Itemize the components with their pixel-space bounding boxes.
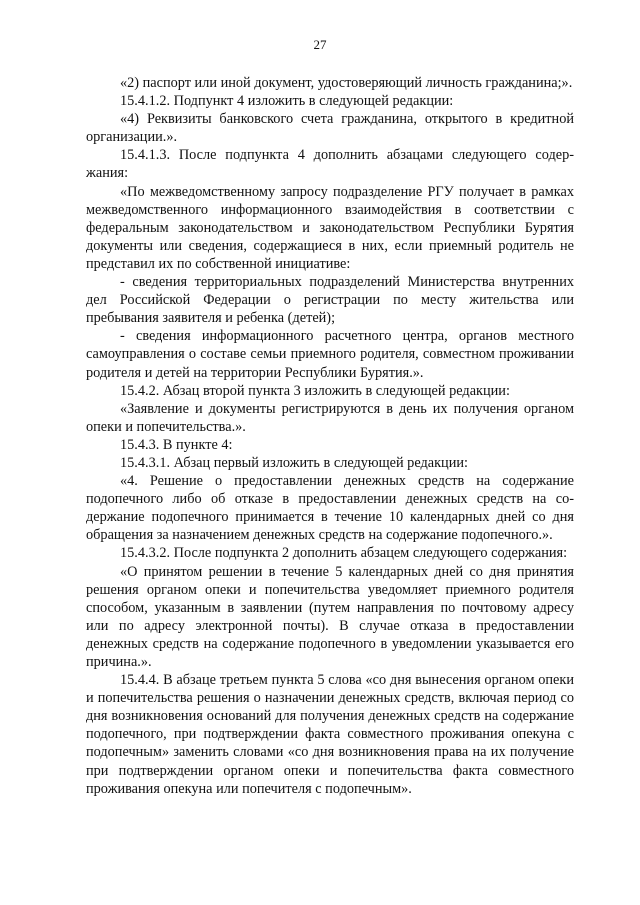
paragraph: «4. Решение о предоставлении денежных средств на содержание подопечного либо об отказе в предоставлении денежных средств на содержание подопечного принимается в течение 10 календарных дней со дня обращения за назначением денежных средств на содержание подопечного.». [86,473,574,544]
paragraph: 15.4.3.2. После подпункта 2 дополнить абзацем следующего содержания: [120,545,568,562]
page-number: 27 [313,37,327,52]
paragraph: «О принятом решении в течение 5 календарных дней со дня принятия решения органом опеки и попечительства уведомляет приемного родителя способом, указанным в заявлении (путем направления по почтовому адресу или по адресу электронной почты). В случае отказа в предоставлении денежных средств на содержание подопечного в уведомлении указывается его причина.». [86,563,574,670]
paragraph: «4) Реквизиты банковского счета гражданина, открытого в кредитной организации.». [86,111,574,146]
paragraph: «По межведомственному запросу подразделение РГУ получает в рамках межведомственного информационного взаимодействия в соответствии с федеральным законодательством и законодательством Республики Бурятия документы или сведения, содержащиеся в них, если приемный родитель не представил их по собственной инициативе: [86,183,574,272]
paragraph: 15.4.3. В пункте 4: [120,436,233,453]
paragraph: 15.4.3.1. Абзац первый изложить в следующей редакции: [120,454,468,471]
document-body [86,74,574,798]
paragraph: 15.4.1.2. Подпункт 4 изложить в следующей редакции: [120,93,454,110]
paragraph: 15.4.1.3. После подпункта 4 дополнить абзацами следующего содержания: [86,147,574,182]
paragraph: - сведения информационного расчетного центра, органов местного самоуправления о составе семьи приемного родителя, совместном проживании родителя и детей на территории Республики Бурятия.». [86,328,574,381]
paragraph: 15.4.2. Абзац второй пункта 3 изложить в следующей редакции: [120,382,510,399]
paragraph: - сведения территориальных подразделений Министерства внутренних дел Российской Федерации о регистрации по месту жительства или пребывания заявителя и ребенка (детей); [86,274,574,327]
paragraph: 15.4.4. В абзаце третьем пункта 5 слова «со дня вынесения органом опеки и попечительства решения о назначении денежных средств, включая период со дня возникновения оснований для получения денежных средств на содержание подопечного, при подтверждении факта совместного проживания опекуна с подопечным» заменить словами «со дня возникновения права на их получение при подтверждении органом опеки и попечительства факта совместного проживания опекуна или попечителя с подопечным». [86,672,574,797]
paragraph: «2) паспорт или иной документ, удостоверяющий личность гражданина;». [120,75,573,91]
paragraph: «Заявление и документы регистрируются в день их получения органом опеки и попечительства.». [86,400,574,435]
